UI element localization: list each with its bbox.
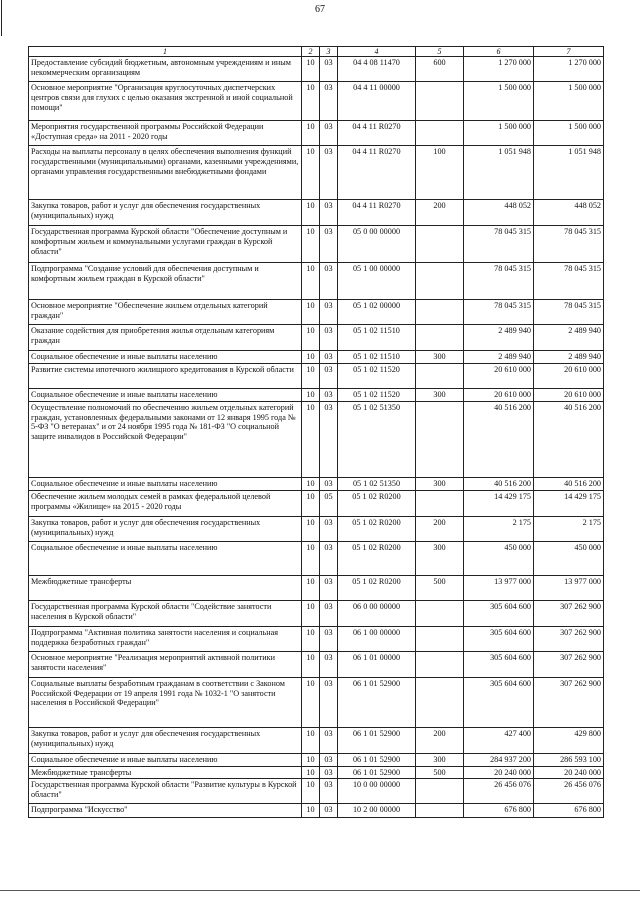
table-row xyxy=(29,226,604,263)
row-section: 10 xyxy=(302,490,320,516)
page-bottom-rule xyxy=(0,890,640,891)
table-row xyxy=(29,779,604,804)
table-row xyxy=(29,300,604,325)
row-name: Основное мероприятие "Организация круглосуточных диспетчерских центров связи для глухих с целью оказания экстренной и иной социальной помощи" xyxy=(29,82,302,121)
row-amount-2: 14 429 175 xyxy=(534,490,604,516)
col-header-2: 2 xyxy=(302,47,320,57)
row-name: Подпрограмма "Создание условий для обеспечения доступным и комфортным жильем граждан в Курской области" xyxy=(29,263,302,300)
row-amount-1: 676 800 xyxy=(464,804,534,818)
row-target-code: 06 0 00 00000 xyxy=(338,600,416,626)
row-section: 10 xyxy=(302,651,320,677)
row-expense-type: 500 xyxy=(416,575,464,600)
row-amount-1: 1 051 948 xyxy=(464,146,534,200)
row-target-code: 05 1 02 R0200 xyxy=(338,490,416,516)
row-amount-2: 20 610 000 xyxy=(534,388,604,401)
table-row xyxy=(29,766,604,779)
row-target-code: 05 1 02 R0200 xyxy=(338,541,416,575)
row-target-code: 06 1 01 52900 xyxy=(338,753,416,766)
row-subsection: 03 xyxy=(320,388,338,401)
row-target-code: 04 4 11 00000 xyxy=(338,82,416,121)
row-name: Основное мероприятие "Реализация мероприятий активной политики занятости населения" xyxy=(29,651,302,677)
row-subsection: 03 xyxy=(320,57,338,82)
row-target-code: 04 4 08 11470 xyxy=(338,57,416,82)
row-target-code: 05 1 02 11520 xyxy=(338,388,416,401)
table-row xyxy=(29,600,604,626)
row-subsection: 03 xyxy=(320,121,338,146)
row-subsection: 03 xyxy=(320,226,338,263)
row-name: Оказание содействия для приобретения жилья отдельным категориям граждан xyxy=(29,325,302,351)
row-amount-1: 40 516 200 xyxy=(464,401,534,477)
row-expense-type: 200 xyxy=(416,200,464,226)
row-section: 10 xyxy=(302,263,320,300)
row-expense-type xyxy=(416,626,464,651)
row-amount-1: 2 175 xyxy=(464,516,534,541)
row-amount-1: 284 937 200 xyxy=(464,753,534,766)
row-subsection: 03 xyxy=(320,300,338,325)
row-amount-1: 2 489 940 xyxy=(464,325,534,351)
row-target-code: 10 2 00 00000 xyxy=(338,804,416,818)
row-expense-type: 300 xyxy=(416,477,464,490)
table-row xyxy=(29,477,604,490)
col-header-1: 1 xyxy=(29,47,302,57)
row-amount-2: 2 489 940 xyxy=(534,351,604,364)
row-name: Осуществление полномочий по обеспечению жильем отдельных категорий граждан, установленных федеральными законами от 12 января 1995 года № 5-ФЗ "О ветеранах" и от 24 ноября 1995 года № 181-ФЗ "О социальной защите инвалидов в Российской Федерации" xyxy=(29,401,302,477)
row-target-code: 06 1 01 52900 xyxy=(338,727,416,753)
page-number: 67 xyxy=(315,4,325,15)
row-amount-1: 450 000 xyxy=(464,541,534,575)
row-subsection: 03 xyxy=(320,146,338,200)
row-subsection: 03 xyxy=(320,200,338,226)
row-target-code: 05 1 02 11520 xyxy=(338,363,416,388)
row-amount-1: 1 500 000 xyxy=(464,82,534,121)
row-expense-type xyxy=(416,300,464,325)
col-header-5: 5 xyxy=(416,47,464,57)
row-section: 10 xyxy=(302,804,320,818)
row-expense-type: 300 xyxy=(416,388,464,401)
row-expense-type xyxy=(416,121,464,146)
row-target-code: 05 1 00 00000 xyxy=(338,263,416,300)
row-subsection: 03 xyxy=(320,263,338,300)
row-target-code: 05 1 02 51350 xyxy=(338,477,416,490)
table-row xyxy=(29,351,604,364)
row-amount-1: 20 610 000 xyxy=(464,388,534,401)
row-section: 10 xyxy=(302,626,320,651)
row-amount-1: 448 052 xyxy=(464,200,534,226)
row-amount-1: 78 045 315 xyxy=(464,300,534,325)
row-target-code: 05 1 02 11510 xyxy=(338,351,416,364)
row-name: Расходы на выплаты персоналу в целях обеспечения выполнения функций государственными (муниципальными) органами, казенными учреждениями, органами управления государственными внебюджетными фондами xyxy=(29,146,302,200)
row-expense-type xyxy=(416,804,464,818)
row-amount-2: 1 500 000 xyxy=(534,82,604,121)
row-name: Подпрограмма "Активная политика занятости населения и социальная поддержка безработных граждан" xyxy=(29,626,302,651)
table-row xyxy=(29,677,604,727)
row-expense-type xyxy=(416,363,464,388)
row-amount-2: 1 270 000 xyxy=(534,57,604,82)
row-amount-1: 1 500 000 xyxy=(464,121,534,146)
table-row xyxy=(29,57,604,82)
row-amount-2: 307 262 900 xyxy=(534,626,604,651)
row-amount-1: 78 045 315 xyxy=(464,226,534,263)
row-subsection: 03 xyxy=(320,804,338,818)
row-expense-type xyxy=(416,677,464,727)
row-expense-type xyxy=(416,600,464,626)
row-expense-type: 200 xyxy=(416,516,464,541)
row-amount-2: 676 800 xyxy=(534,804,604,818)
row-subsection: 03 xyxy=(320,600,338,626)
row-section: 10 xyxy=(302,600,320,626)
row-amount-1: 26 456 076 xyxy=(464,779,534,804)
row-subsection: 03 xyxy=(320,727,338,753)
row-amount-1: 14 429 175 xyxy=(464,490,534,516)
row-target-code: 05 0 00 00000 xyxy=(338,226,416,263)
row-target-code: 04 4 11 R0270 xyxy=(338,146,416,200)
row-target-code: 05 1 02 00000 xyxy=(338,300,416,325)
row-amount-2: 450 000 xyxy=(534,541,604,575)
row-name: Предоставление субсидий бюджетным, автономным учреждениям и иным некоммерческим организациям xyxy=(29,57,302,82)
row-section: 10 xyxy=(302,677,320,727)
table-row xyxy=(29,575,604,600)
row-section: 10 xyxy=(302,516,320,541)
row-amount-2: 448 052 xyxy=(534,200,604,226)
row-section: 10 xyxy=(302,766,320,779)
row-name: Закупка товаров, работ и услуг для обеспечения государственных (муниципальных) нужд xyxy=(29,516,302,541)
row-section: 10 xyxy=(302,57,320,82)
col-header-4: 4 xyxy=(338,47,416,57)
row-section: 10 xyxy=(302,401,320,477)
row-amount-1: 20 240 000 xyxy=(464,766,534,779)
row-target-code: 06 1 00 00000 xyxy=(338,626,416,651)
row-subsection: 03 xyxy=(320,753,338,766)
row-amount-1: 305 604 600 xyxy=(464,626,534,651)
row-amount-1: 305 604 600 xyxy=(464,600,534,626)
row-expense-type: 200 xyxy=(416,727,464,753)
row-subsection: 03 xyxy=(320,363,338,388)
row-amount-2: 307 262 900 xyxy=(534,677,604,727)
row-expense-type xyxy=(416,490,464,516)
row-amount-2: 13 977 000 xyxy=(534,575,604,600)
table-row xyxy=(29,263,604,300)
col-header-7: 7 xyxy=(534,47,604,57)
row-target-code: 05 1 02 R0200 xyxy=(338,516,416,541)
row-amount-2: 20 240 000 xyxy=(534,766,604,779)
row-amount-2: 307 262 900 xyxy=(534,600,604,626)
row-amount-1: 13 977 000 xyxy=(464,575,534,600)
row-target-code: 05 1 02 R0200 xyxy=(338,575,416,600)
row-amount-1: 78 045 315 xyxy=(464,263,534,300)
table-row xyxy=(29,82,604,121)
table-row xyxy=(29,651,604,677)
col-header-3: 3 xyxy=(320,47,338,57)
row-expense-type xyxy=(416,263,464,300)
column-number-row xyxy=(29,47,604,57)
row-amount-2: 429 800 xyxy=(534,727,604,753)
table-row xyxy=(29,626,604,651)
row-name: Подпрограмма "Искусство" xyxy=(29,804,302,818)
row-expense-type xyxy=(416,325,464,351)
row-name: Основное мероприятие "Обеспечение жильем отдельных категорий граждан" xyxy=(29,300,302,325)
table-row xyxy=(29,490,604,516)
table-row xyxy=(29,804,604,818)
row-amount-2: 40 516 200 xyxy=(534,401,604,477)
row-section: 10 xyxy=(302,477,320,490)
row-name: Обеспечение жильем молодых семей в рамках федеральной целевой программы «Жилище» на 2015 - 2020 годы xyxy=(29,490,302,516)
row-amount-1: 2 489 940 xyxy=(464,351,534,364)
row-subsection: 03 xyxy=(320,575,338,600)
row-subsection: 03 xyxy=(320,401,338,477)
row-target-code: 06 1 01 00000 xyxy=(338,651,416,677)
row-name: Государственная программа Курской области "Обеспечение доступным и комфортным жильем и коммунальными услугами граждан в Курской области" xyxy=(29,226,302,263)
row-section: 10 xyxy=(302,575,320,600)
row-subsection: 03 xyxy=(320,766,338,779)
row-expense-type: 100 xyxy=(416,146,464,200)
row-section: 10 xyxy=(302,727,320,753)
row-name: Социальное обеспечение и иные выплаты населению xyxy=(29,388,302,401)
budget-table-body xyxy=(29,57,604,818)
row-name: Социальное обеспечение и иные выплаты населению xyxy=(29,541,302,575)
row-section: 10 xyxy=(302,200,320,226)
row-subsection: 03 xyxy=(320,82,338,121)
row-subsection: 05 xyxy=(320,490,338,516)
table-row xyxy=(29,363,604,388)
table-row xyxy=(29,121,604,146)
row-amount-2: 26 456 076 xyxy=(534,779,604,804)
row-subsection: 03 xyxy=(320,677,338,727)
row-amount-2: 2 489 940 xyxy=(534,325,604,351)
table-row xyxy=(29,516,604,541)
table-row xyxy=(29,401,604,477)
row-name: Закупка товаров, работ и услуг для обеспечения государственных (муниципальных) нужд xyxy=(29,727,302,753)
row-amount-2: 1 051 948 xyxy=(534,146,604,200)
row-amount-2: 2 175 xyxy=(534,516,604,541)
row-subsection: 03 xyxy=(320,325,338,351)
row-section: 10 xyxy=(302,779,320,804)
row-section: 10 xyxy=(302,541,320,575)
row-expense-type xyxy=(416,651,464,677)
row-subsection: 03 xyxy=(320,626,338,651)
table-row xyxy=(29,388,604,401)
row-target-code: 04 4 11 R0270 xyxy=(338,200,416,226)
row-section: 10 xyxy=(302,121,320,146)
table-row xyxy=(29,541,604,575)
row-section: 10 xyxy=(302,325,320,351)
row-section: 10 xyxy=(302,753,320,766)
row-expense-type: 300 xyxy=(416,351,464,364)
row-expense-type xyxy=(416,82,464,121)
row-target-code: 04 4 11 R0270 xyxy=(338,121,416,146)
table-row xyxy=(29,727,604,753)
row-section: 10 xyxy=(302,146,320,200)
row-target-code: 06 1 01 52900 xyxy=(338,766,416,779)
row-name: Социальное обеспечение и иные выплаты населению xyxy=(29,753,302,766)
table-row xyxy=(29,325,604,351)
row-amount-2: 40 516 200 xyxy=(534,477,604,490)
row-amount-1: 305 604 600 xyxy=(464,651,534,677)
row-expense-type xyxy=(416,401,464,477)
row-section: 10 xyxy=(302,351,320,364)
row-expense-type: 300 xyxy=(416,753,464,766)
row-name: Закупка товаров, работ и услуг для обеспечения государственных (муниципальных) нужд xyxy=(29,200,302,226)
row-subsection: 03 xyxy=(320,516,338,541)
table-row xyxy=(29,200,604,226)
row-subsection: 03 xyxy=(320,351,338,364)
row-expense-type: 300 xyxy=(416,541,464,575)
row-amount-2: 20 610 000 xyxy=(534,363,604,388)
row-name: Государственная программа Курской области "Содействие занятости населения в Курской области" xyxy=(29,600,302,626)
row-amount-2: 307 262 900 xyxy=(534,651,604,677)
row-expense-type: 600 xyxy=(416,57,464,82)
row-amount-2: 78 045 315 xyxy=(534,263,604,300)
row-amount-1: 305 604 600 xyxy=(464,677,534,727)
row-section: 10 xyxy=(302,82,320,121)
row-amount-2: 286 593 100 xyxy=(534,753,604,766)
row-name: Социальные выплаты безработным гражданам в соответствии с Законом Российской Федерации от 19 апреля 1991 года № 1032-1 "О занятости населения в Российской Федерации" xyxy=(29,677,302,727)
row-name: Развитие системы ипотечного жилищного кредитования в Курской области xyxy=(29,363,302,388)
row-section: 10 xyxy=(302,226,320,263)
row-subsection: 03 xyxy=(320,779,338,804)
row-target-code: 06 1 01 52900 xyxy=(338,677,416,727)
row-name: Социальное обеспечение и иные выплаты населению xyxy=(29,351,302,364)
row-name: Государственная программа Курской области "Развитие культуры в Курской области" xyxy=(29,779,302,804)
row-subsection: 03 xyxy=(320,541,338,575)
row-subsection: 03 xyxy=(320,651,338,677)
row-name: Межбюджетные трансферты xyxy=(29,766,302,779)
row-name: Мероприятия государственной программы Российской Федерации «Доступная среда» на 2011 - 2020 годы xyxy=(29,121,302,146)
row-subsection: 03 xyxy=(320,477,338,490)
col-header-6: 6 xyxy=(464,47,534,57)
row-amount-1: 427 400 xyxy=(464,727,534,753)
table-row xyxy=(29,146,604,200)
row-section: 10 xyxy=(302,300,320,325)
row-name: Межбюджетные трансферты xyxy=(29,575,302,600)
row-target-code: 05 1 02 11510 xyxy=(338,325,416,351)
row-amount-1: 20 610 000 xyxy=(464,363,534,388)
row-amount-2: 78 045 315 xyxy=(534,300,604,325)
row-amount-2: 78 045 315 xyxy=(534,226,604,263)
row-amount-1: 1 270 000 xyxy=(464,57,534,82)
row-expense-type xyxy=(416,779,464,804)
row-amount-1: 40 516 200 xyxy=(464,477,534,490)
row-target-code: 05 1 02 51350 xyxy=(338,401,416,477)
row-section: 10 xyxy=(302,388,320,401)
row-target-code: 10 0 00 00000 xyxy=(338,779,416,804)
row-amount-2: 1 500 000 xyxy=(534,121,604,146)
row-expense-type xyxy=(416,226,464,263)
table-row xyxy=(29,753,604,766)
budget-table xyxy=(28,46,604,818)
row-section: 10 xyxy=(302,363,320,388)
row-name: Социальное обеспечение и иные выплаты населению xyxy=(29,477,302,490)
row-expense-type: 500 xyxy=(416,766,464,779)
